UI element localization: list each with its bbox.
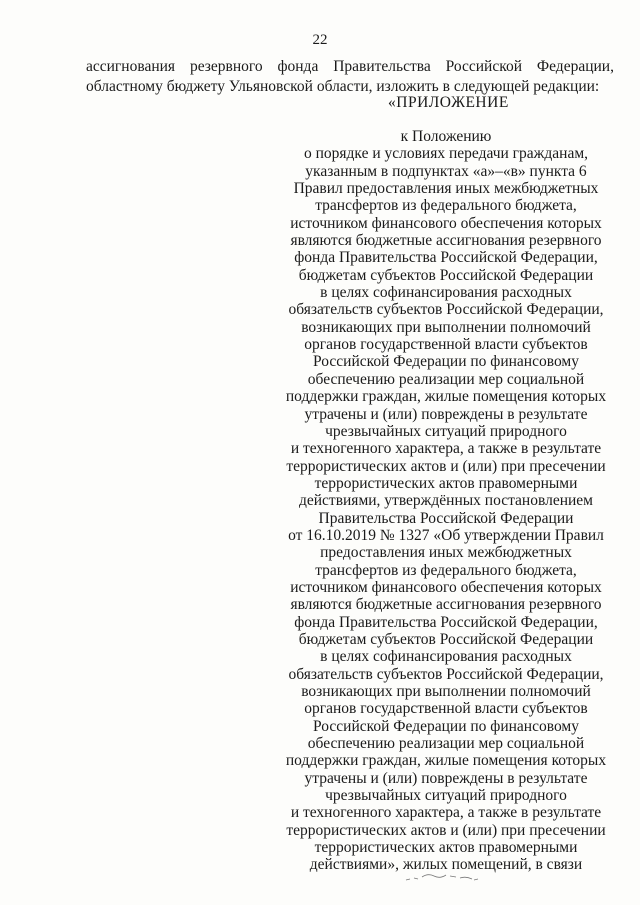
appendix-line: и техногенного характера, а также в результате (290, 440, 602, 458)
appendix-line: и техногенного характера, а также в результате (290, 804, 602, 822)
appendix-line: фонда Правительства Российской Федерации, (294, 249, 598, 267)
appendix-line: указанным в подпунктах «а»–«в» пункта 6 (305, 162, 587, 180)
appendix-line: источником финансового обеспечения которых (290, 214, 602, 232)
appendix-header-block (278, 128, 614, 874)
intro-word: ассигнования (86, 58, 176, 75)
appendix-line: Правительства Российской Федерации (318, 509, 574, 527)
intro-word: Федерации, (536, 58, 614, 75)
appendix-line: террористических актов правомерными (314, 839, 578, 857)
appendix-line: органов государственной власти субъектов (304, 336, 588, 354)
appendix-line: в целях софинансирования расходных (320, 648, 572, 666)
appendix-line: обязательств субъектов Российской Федерации, (288, 301, 604, 319)
appendix-line: утрачены и (или) повреждены в результате (304, 405, 588, 423)
appendix-line: источником финансового обеспечения которых (290, 578, 602, 596)
appendix-line: возникающих при выполнении полномочий (301, 683, 591, 700)
scan-artifact-mark (404, 870, 480, 884)
intro-line-2: областному бюджету Ульяновской области, изложить в следующей редакции: (86, 78, 600, 95)
appendix-title: «ПРИЛОЖЕНИЕ (388, 94, 509, 111)
intro-word: Российской (445, 58, 523, 75)
appendix-line: от 16.10.2019 № 1327 «Об утверждении Правил (288, 526, 604, 544)
appendix-line: Правил предоставления иных межбюджетных (293, 180, 599, 198)
appendix-line: являются бюджетные ассигнования резервного (290, 232, 602, 250)
intro-line-1 (86, 57, 614, 77)
appendix-line: являются бюджетные ассигнования резервного (290, 596, 602, 614)
appendix-line: чрезвычайных ситуаций природного (325, 422, 567, 440)
appendix-line: поддержки граждан, жилые помещения которых (285, 388, 607, 406)
page-number: 22 (312, 32, 328, 48)
appendix-line: Российской Федерации по финансовому (313, 353, 579, 371)
appendix-line: в целях софинансирования расходных (320, 284, 572, 302)
appendix-line: обеспечению реализации мер социальной (307, 370, 585, 388)
appendix-line: о порядке и условиях передачи гражданам, (303, 145, 589, 163)
appendix-line: действиями», жилых помещений, в связи (309, 856, 583, 874)
appendix-line: бюджетам субъектов Российской Федерации (298, 630, 594, 648)
appendix-line: террористических актов и (или) при пресечении (286, 457, 606, 475)
intro-word: резервного (189, 58, 263, 75)
appendix-line: действиями, утверждённых постановлением (298, 492, 593, 510)
appendix-line: органов государственной власти субъектов (304, 700, 588, 718)
appendix-line: обязательств субъектов Российской Федерации, (288, 665, 604, 683)
appendix-line: утрачены и (или) повреждены в результате (304, 769, 588, 787)
appendix-line: бюджетам субъектов Российской Федерации (298, 266, 594, 284)
appendix-line: обеспечению реализации мер социальной (307, 735, 585, 753)
appendix-line: террористических актов правомерными (314, 474, 578, 492)
appendix-line: Российской Федерации по финансовому (313, 717, 579, 735)
appendix-line: чрезвычайных ситуаций природного (325, 787, 567, 805)
appendix-line: предоставления иных межбюджетных (320, 544, 572, 562)
appendix-line: возникающих при выполнении полномочий (301, 318, 591, 336)
appendix-line: трансфертов из федерального бюджета, (315, 561, 577, 579)
intro-word: фонда (277, 58, 319, 75)
appendix-line: фонда Правительства Российской Федерации, (294, 613, 598, 631)
appendix-line: к Положению (400, 128, 492, 145)
appendix-line: трансфертов из федерального бюджета, (315, 197, 577, 215)
appendix-line: поддержки граждан, жилые помещения которых (285, 752, 607, 770)
intro-word: Правительства (333, 58, 431, 75)
intro-paragraph (86, 57, 614, 97)
appendix-line: террористических актов и (или) при пресечении (286, 821, 606, 839)
